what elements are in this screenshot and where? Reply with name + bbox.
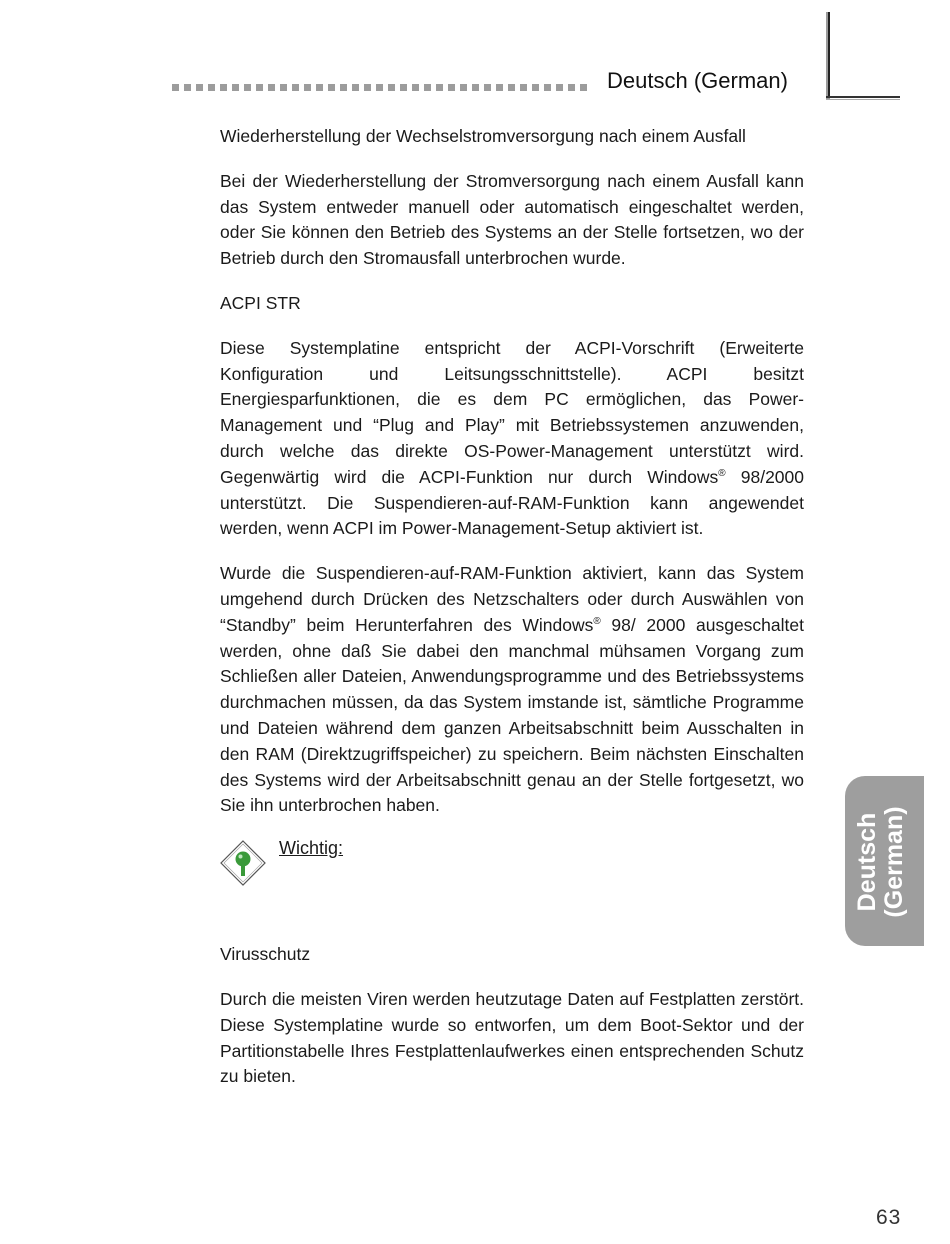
page-header-title: Deutsch (German) bbox=[607, 68, 788, 93]
important-label: Wichtig: bbox=[279, 838, 344, 859]
section-heading-acpi: ACPI STR bbox=[220, 292, 301, 313]
corner-mark-horizontal-shadow bbox=[826, 99, 900, 100]
header-dot-leader bbox=[172, 84, 587, 91]
important-note bbox=[220, 836, 804, 904]
registered-mark: ® bbox=[718, 467, 726, 479]
section-heading-virus: Virusschutz bbox=[220, 944, 311, 965]
side-tab-label: Deutsch (German) bbox=[853, 806, 908, 918]
section-body-acpi-2: Wurde die Suspendieren-auf-RAM-Funktion aktiviert, kann das System umgehend durch Drücken des Netzschalters oder durch Auswählen von “Standby” beim Herunterfahren des Windows® 98/ 2000 ausgeschaltet werden, ohne daß Sie dabei den manchmal mühsamen Vorgang zum Schließen aller Dateien, Anwendungsprogramme und des Betriebssystems durchmachen müssen, da das System imstande ist, sämtliche Programme und Dateien während dem ganzen Arbeitsabschnitt beim Ausschalten in den RAM (Direktzugriffspeicher) zu speichern. Beim nächsten Einschalten des Systems wird der Arbeitsabschnitt genau an der Stelle fortgesetzt, wo Sie ihn unterbrochen haben. bbox=[220, 563, 804, 816]
section-body-virus: Durch die meisten Viren werden heutzutage Daten auf Festplatten zerstört. Diese Systemplatine wurde so entworfen, um dem Boot-Sektor und der Partitionstabelle Ihres Festplattenlaufwerkes einen entsprechenden Schutz zu bieten. bbox=[220, 988, 804, 1087]
page-content bbox=[220, 124, 804, 1109]
language-side-tab bbox=[845, 776, 924, 946]
registered-mark: ® bbox=[593, 615, 601, 627]
section-body-power-restore: Bei der Wiederherstellung der Stromversorgung nach einem Ausfall kann das System entweder manuell oder automatisch eingeschaltet werden, oder Sie können den Betrieb des Systems an der Stelle fortsetzen, wo der Betrieb durch den Stromausfall unterbrochen wurde. bbox=[220, 170, 804, 269]
important-note-icon bbox=[220, 840, 266, 886]
corner-mark-vertical-line bbox=[828, 12, 830, 98]
section-body-acpi-1: Diese Systemplatine entspricht der ACPI-Vorschrift (Erweiterte Konfiguration und Leitsungsschnittstelle). ACPI besitzt Energiesparfunktionen, die es dem PC ermöglichen, das Power-Management und “Plug and Play” mit Betriebssystemen anzuwenden, durch welche das direkte OS-Power-Management unterstützt wird. Gegenwärtig wird die ACPI-Funktion nur durch Windows® 98/2000 unterstützt. Die Suspendieren-auf-RAM-Funktion kann angewendet werden, wenn ACPI im Power-Management-Setup aktiviert ist. bbox=[220, 337, 804, 539]
corner-mark-horizontal bbox=[826, 96, 900, 98]
page-number: 63 bbox=[876, 1206, 902, 1229]
section-heading-power-restore: Wiederherstellung der Wechselstromversorgung nach einem Ausfall bbox=[220, 126, 746, 146]
